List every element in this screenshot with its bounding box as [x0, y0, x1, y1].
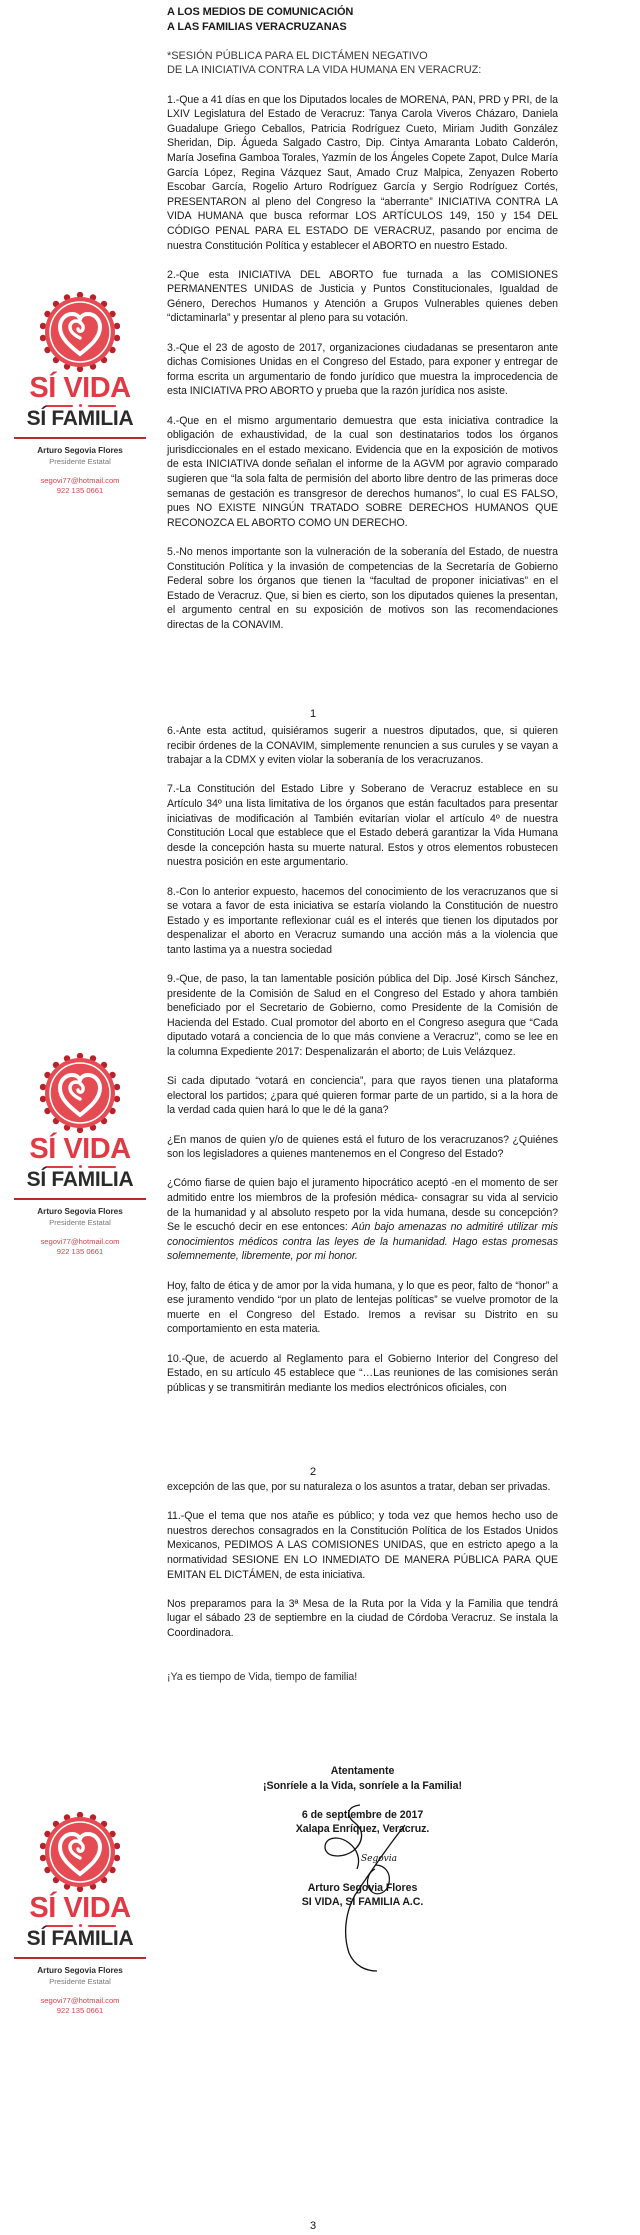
- page-number: 2: [310, 1466, 317, 1478]
- closing-motto: ¡Sonríele a la Vida, sonríele a la Familia!: [262, 1779, 463, 1792]
- brand-line-2: SÍ FAMILIA: [26, 1168, 134, 1191]
- letterhead-logo: [10, 1812, 150, 2016]
- paragraph-11: 11.-Que el tema que nos atañe es público; y toda vez que hemos hecho uso de nuestros derechos consagrados en la Constitución Política de los Estados Unidos Mexicanos, PEDIMOS A LAS COMISIONES UNIDAS, que en estricto apego a la normatividad SESIONE EN LO INMEDIATO DE MANERA PÚBLICA PARA QUE EMITAN EL DICTÁMEN, de esta iniciativa.: [167, 1510, 558, 1581]
- president-role: Presidente Estatal: [49, 457, 111, 466]
- paragraph-1: 1.-Que a 41 días en que los Diputados locales de MORENA, PAN, PRD y PRI, de la LXIV Legislatura del Estado de Veracruz: Tanya Carola Viveros Cházaro, Daniela Guadalupe Griego Ceballos, Patricia Rodríguez Cueto, Miriam Judith González Sheridan, Dip. Águeda Salgado Castro, Dip. Cintya Amaranta Lobato Calderón, María Josefina Gamboa Torales, Yazmín de los Ángeles Copete Zapot, Dulce María García López, Regina Vázquez Saut, Amado Cruz Malpica, Zenyazen Roberto Escobar García, Rogelio Arturo Rodríguez García y Sergio Rodríguez Cortés, PRESENTARON al pleno del Congreso la “aberrante” INICIATIVA CONTRA LA VIDA HUMANA que busca reformar LOS ARTÍCULOS 149, 150 y 154 DEL CÓDIGO PENAL PARA EL ESTADO DE VERACRUZ, pasando por encima de nuestra Constitución Política y establecer el ABORTO en nuestro Estado.: [167, 93, 558, 252]
- contact-phone: 922 135 0661: [56, 486, 104, 495]
- president-role: Presidente Estatal: [49, 1977, 111, 1986]
- oath-intro: ¿Cómo fiarse de quien bajo el juramento hipocrático aceptó -en el momento de ser admitido entre los miembros de la profesión médica- consagrar su vida al servicio de la humanidad y al absoluto respeto por la vida humana, desde su concepción? Se le escuchó decir en ese entonces:: [167, 1177, 558, 1234]
- paragraph-4: 4.-Que en el mismo argumentario demuestra que esta iniciativa contradice la obligación de exhaustividad, de la cual son destinatarios todos los órganos jurisdiccionales en el estado mexicano. Evidencia que en la exposición de motivos de esta INICIATIVA donde señalan el informe de la AGVM por agravio comparado sugieren que “la sola falta de permisión del aborto libre dentro de las primeras doce semanas de gestación es transgresor de derechos humanos”, lo cual ES FALSO, pues NO EXISTE NINGÚN TRATADO SOBRE DERECHOS HUMANOS QUE RECONOZCA EL ABORTO COMO UN DERECHO.: [167, 414, 558, 529]
- brand-line-1: SÍ VIDA: [29, 372, 131, 404]
- letterhead-logo: [10, 292, 150, 496]
- logo-divider: [14, 1198, 146, 1200]
- page-2-body: [167, 724, 558, 1395]
- paragraph-9e: Hoy, falto de ética y de amor por la vida humana, y lo que es peor, falto de “honor” a ese juramento vendido “por un plato de lentejas políticas” se vuelve promotor de la muerte en el Congreso del Estado. Iremos a revisar su Distrito en su comportamiento en esta materia.: [167, 1279, 558, 1336]
- president-role: Presidente Estatal: [49, 1218, 111, 1227]
- closing-date: 6 de septiembre de 2017: [301, 1808, 424, 1821]
- paragraph-10a: 10.-Que, de acuerdo al Reglamento para el Gobierno Interior del Congreso del Estado, en su artículo 45 establece que “…Las reuniones de las comisiones serán públicas y se transmitirán mediante los medios electrónicos oficiales, con: [167, 1352, 558, 1394]
- paragraph-12: Nos preparamos para la 3ª Mesa de la Ruta por la Vida y la Familia que tendrá lugar el sábado 23 de septiembre en la ciudad de Córdoba Veracruz. Se instala la Coordinadora.: [167, 1597, 558, 1639]
- logo-divider: [14, 437, 146, 439]
- contact-email[interactable]: segovi77@hotmail.com: [40, 476, 120, 485]
- paragraph-7: 7.-La Constitución del Estado Libre y Soberano de Veracruz establece en su Artículo 34º una lista limitativa de los órganos que están facultados para presentar iniciativas de modificación al También evitarían violar el artículo 4º de nuestra Constitución Local que establece que el Estado deberá garantizar la Vida Humana desde la concepción hasta su muerte natural. Estos y otros elementos robustecen nuestra posición en este argumentario.: [167, 783, 558, 869]
- page-number: 3: [310, 2220, 317, 2232]
- signer-organization: SI VIDA, SI FAMILIA A.C.: [301, 1896, 424, 1909]
- addressee-line-2: A LAS FAMILIAS VERACRUZANAS: [167, 20, 347, 33]
- heart-sun-emblem-icon: [40, 1053, 120, 1133]
- subject-line-1: *SESIÓN PÚBLICA PARA EL DICTÁMEN NEGATIVO: [167, 49, 428, 62]
- heart-sun-emblem-icon: [40, 1812, 120, 1892]
- paragraph-10b: excepción de las que, por su naturaleza o los asuntos a tratar, deban ser privadas.: [167, 1481, 551, 1493]
- president-name: Arturo Segovia Flores: [37, 1966, 123, 1975]
- addressee-line-1: A LOS MEDIOS DE COMUNICACIÓN: [167, 6, 354, 18]
- contact-email[interactable]: segovi77@hotmail.com: [40, 1237, 120, 1246]
- signer-name: Arturo Segovia Flores: [307, 1881, 418, 1894]
- paragraph-3: 3.-Que el 23 de agosto de 2017, organizaciones ciudadanas se presentaron ante dichas Comisiones Unidas en el Congreso del Estado, para exponer y entregar de forma escrita un argumentario de fondo jurídico que muestra la improcedencia de esta INICIATIVA PRO ABORTO y prueba que la razón jurídica nos asiste.: [167, 341, 558, 398]
- president-name: Arturo Segovia Flores: [37, 1207, 123, 1216]
- paragraph-8: 8.-Con lo anterior expuesto, hacemos del conocimiento de los veracruzanos que si se votara a favor de esta iniciativa se estaría violando la Constitución de nuestro Estado y es importante reflexionar cuál es el interés que tienen los diputados por despenalizar el aborto en Veracruz sumando una acción más a la violencia que tanto lastima ya a nuestra sociedad: [167, 885, 558, 956]
- letterhead-logo: [10, 1053, 150, 1257]
- page-3-body: [167, 1480, 558, 1684]
- contact-phone: 922 135 0661: [56, 2006, 104, 2015]
- closing-regards: Atentamente: [330, 1765, 395, 1777]
- paragraph-9c: ¿En manos de quien y/o de quienes está el futuro de los veracruzanos? ¿Quiénes son los legisladores a quienes mantenemos en el Congreso del Estado?: [167, 1133, 558, 1161]
- paragraph-9: 9.-Que, de paso, la tan lamentable posición pública del Dip. José Kirsch Sánchez, presidente de la Comisión de Salud en el Congreso del Estado y ahora también beneficiado por el Secretario de Gobierno, como Presidente de la Comisión de Hacienda del Estado. Cual promotor del aborto en el Congreso asegura que “Cada diputado votará a conciencia de lo que más conviene a Veracruz”, como se lee en la columna Expediente 2017: Despenalizarán el aborto; de Luis Velázquez.: [167, 973, 558, 1059]
- contact-phone: 922 135 0661: [56, 1247, 104, 1256]
- paragraph-5: 5.-No menos importante son la vulneración de la soberanía del Estado, de nuestra Constitución Política y la invasión de competencias de la Secretaría de Gobierno Federal sobre los órganos que tienen la “facultad de proponer iniciativas” en el Estado de Veracruz. Que, si bien es cierto, son los diputados quienes la presentan, el argumento central en su exposición de motivos son las recomendaciones directas de la CONAVIM.: [167, 545, 558, 631]
- page-number: 1: [310, 708, 317, 720]
- paragraph-9d: [167, 1176, 558, 1264]
- brand-line-2: SÍ FAMILIA: [26, 407, 134, 430]
- logo-divider: [14, 1957, 146, 1959]
- president-name: Arturo Segovia Flores: [37, 446, 123, 455]
- closing-place: Xalapa Enríquez, Veracruz.: [295, 1823, 430, 1836]
- paragraph-9b: Si cada diputado “votará en conciencia”, para que rayos tienen una plataforma electoral los partidos; ¿para qué quieren formar parte de un partido, si a la hora de la verdad cada quien hará lo que le dé la gana?: [167, 1075, 558, 1117]
- brand-line-2: SÍ FAMILIA: [26, 1927, 134, 1950]
- page-1-body: [167, 5, 558, 633]
- slogan: ¡Ya es tiempo de Vida, tiempo de familia!: [167, 1670, 358, 1683]
- oath-quote: Aún bajo amenazas no admitiré utilizar mis conocimientos médicos contra las leyes de la humanidad. Hago estas promesas solemnemente, libremente, por mi honor.: [167, 1221, 558, 1263]
- paragraph-6: 6.-Ante esta actitud, quisiéramos sugerir a nuestros diputados, que, si quieren recibir órdenes de la CONAVIM, simplemente renuncien a sus curules y se vayan a trabajar a la CDMX y eviten violar la soberanía de los veracruzanos.: [167, 725, 558, 767]
- subject-line-2: DE LA INICIATIVA CONTRA LA VIDA HUMANA EN VERACRUZ:: [167, 64, 482, 77]
- brand-line-1: SÍ VIDA: [29, 1133, 131, 1165]
- handwritten-signature: [305, 1795, 415, 1975]
- signature-text: Segovia: [361, 1854, 397, 1864]
- paragraph-2: 2.-Que esta INICIATIVA DEL ABORTO fue turnada a las COMISIONES PERMANENTES UNIDAS de Justicia y Puntos Constitucionales, Igualdad de Género, Derechos Humanos y Atención a Grupos Vulnerables quienes deben “dictaminarla” y presentar al pleno para su votación.: [167, 268, 558, 325]
- heart-sun-emblem-icon: [40, 292, 120, 372]
- brand-line-1: SÍ VIDA: [29, 1892, 131, 1924]
- contact-email[interactable]: segovi77@hotmail.com: [40, 1996, 120, 2005]
